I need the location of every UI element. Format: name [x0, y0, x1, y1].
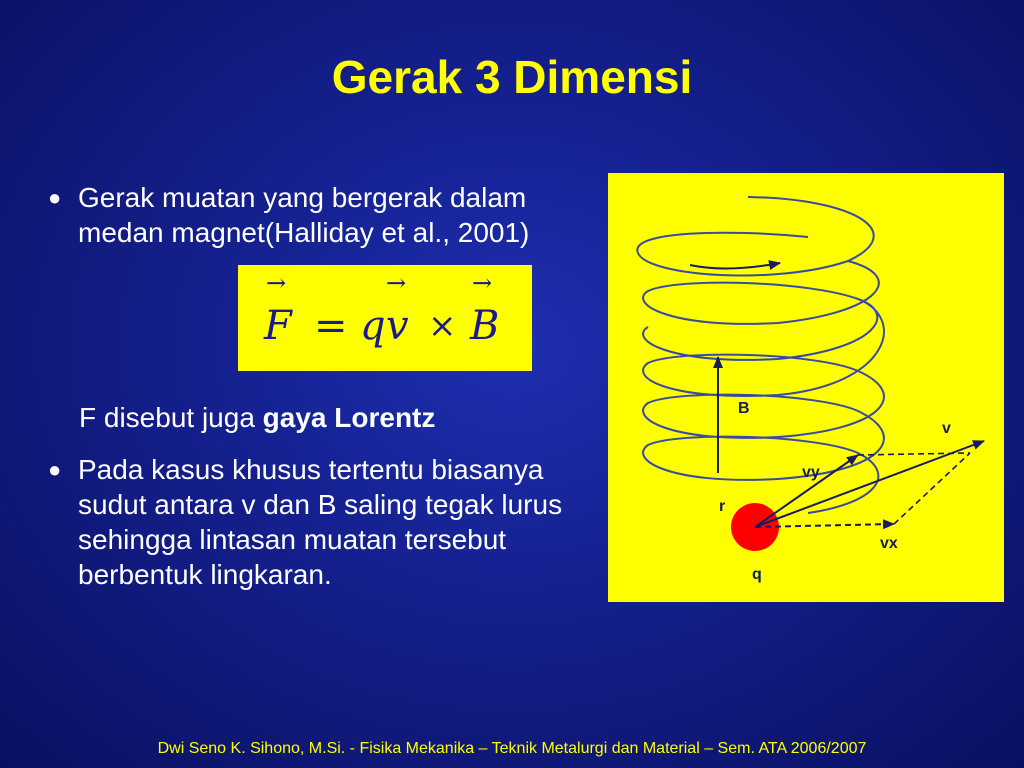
lorentz-note — [79, 402, 435, 434]
label-vx: vx — [880, 535, 898, 552]
bullet-item — [48, 452, 588, 592]
formula-times: × — [428, 306, 457, 346]
formula-arrow-f: → — [266, 269, 287, 297]
note-prefix: F disebut juga — [79, 402, 263, 433]
slide-footer: Dwi Seno K. Sihono, M.Si. - Fisika Mekanika – Teknik Metalurgi dan Material – Sem. ATA 2006/2007 — [157, 740, 867, 757]
dashed-right — [894, 453, 970, 524]
helix-diagram — [608, 173, 1004, 602]
label-b: B — [738, 400, 750, 417]
helix-spiral — [637, 197, 884, 513]
bullet-dot-icon: ● — [48, 457, 62, 482]
label-vy: vy — [802, 464, 820, 481]
label-v: v — [942, 420, 951, 437]
bullet-text: Pada kasus khusus tertentu biasanya sudut antara v dan B saling tegak lurus sehingga lintasan muatan tersebut berbentuk lingkaran. — [78, 454, 563, 590]
formula-arrow-b: → — [472, 269, 493, 297]
formula-b: B — [470, 303, 500, 349]
formula-v: v — [386, 303, 409, 349]
formula-box — [238, 265, 532, 371]
bullet-dot-icon: ● — [48, 185, 62, 210]
formula-equals: = — [314, 303, 348, 349]
rotation-arrow — [690, 263, 780, 269]
formula-q: q — [360, 303, 386, 349]
bullet-text: Gerak muatan yang bergerak dalam medan magnet(Halliday et al., 2001) — [78, 182, 530, 248]
bullet-item — [48, 180, 588, 250]
slide-title: Gerak 3 Dimensi — [331, 51, 693, 103]
label-r: r — [719, 498, 726, 515]
label-q: q — [752, 566, 762, 583]
formula-f: F — [264, 303, 292, 349]
note-bold: gaya Lorentz — [262, 402, 436, 433]
formula-arrow-v: → — [386, 269, 407, 297]
